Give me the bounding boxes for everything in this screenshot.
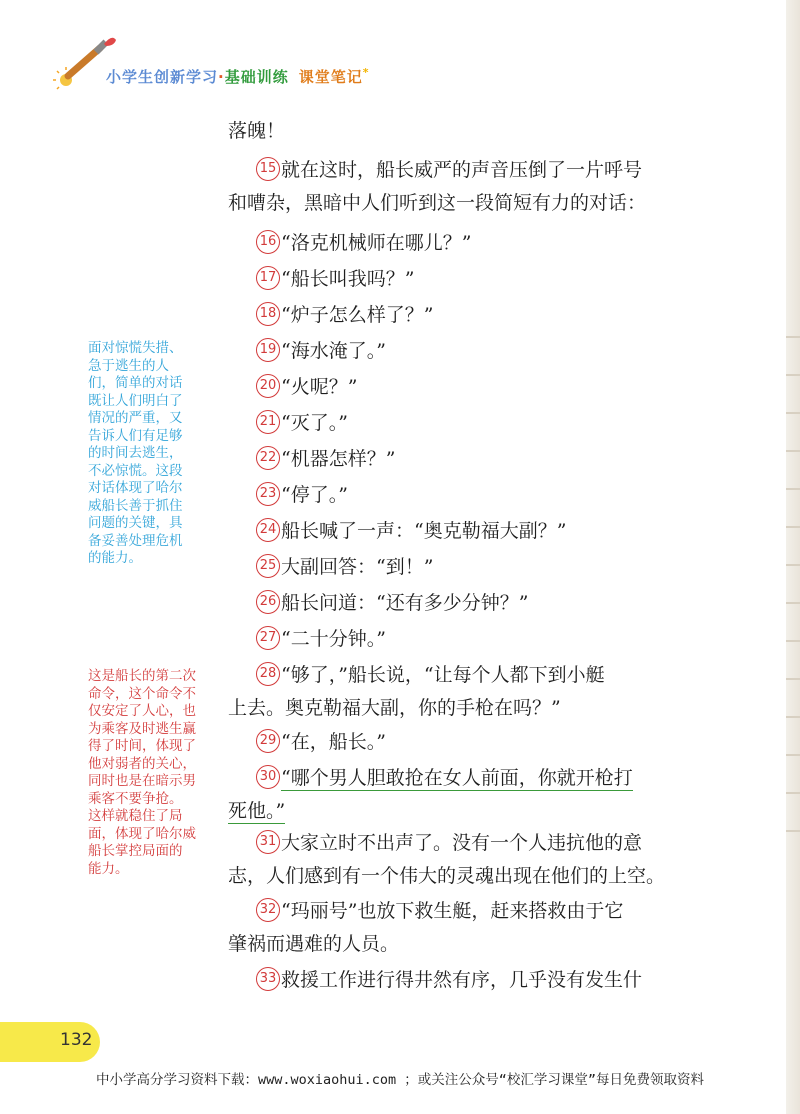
text-line bbox=[256, 338, 386, 364]
margin-note-line: 们，简单的对话 bbox=[88, 375, 183, 391]
paragraph-number-icon: 18 bbox=[256, 302, 280, 326]
paragraph-number-icon: 17 bbox=[256, 266, 280, 290]
text-line-content: 上去。奥克勒福大副，你的手枪在吗？” bbox=[228, 697, 561, 719]
text-line-content: “够了，”船长说，“让每个人都下到小艇 bbox=[281, 664, 605, 686]
margin-note-line: 告诉人们有足够 bbox=[88, 427, 183, 444]
text-line bbox=[228, 931, 399, 957]
margin-note-line: 问题的关键，具 bbox=[88, 515, 183, 531]
text-line bbox=[256, 266, 414, 292]
text-line bbox=[256, 518, 566, 544]
margin-note-line: 得了时间，体现了 bbox=[88, 738, 196, 754]
text-line-content: 死他。” bbox=[228, 800, 286, 822]
margin-note-line: 乘客不要争抢。 bbox=[88, 790, 183, 807]
margin-note-line: 这是船长的第二次 bbox=[88, 668, 196, 684]
text-line-content: “船长叫我吗？” bbox=[281, 268, 415, 290]
header-separator: · bbox=[218, 68, 225, 86]
text-line-content: “火呢？” bbox=[281, 376, 358, 398]
footer-promo-text: 中小学高分学习资料下载：www.woxiaohui.com ；或关注公众号“校汇学习课堂”每日免费领取资料 bbox=[95, 1072, 705, 1088]
text-line bbox=[256, 590, 528, 616]
paragraph-number-icon: 20 bbox=[256, 374, 280, 398]
text-line bbox=[256, 482, 348, 508]
text-line-content: “停了。” bbox=[281, 484, 348, 506]
text-line bbox=[256, 967, 642, 993]
paragraph-number-icon: 23 bbox=[256, 482, 280, 506]
text-line bbox=[256, 302, 433, 328]
paragraph-number-icon: 21 bbox=[256, 410, 280, 434]
text-line-content: “在，船长。” bbox=[281, 731, 386, 753]
text-line-content: 肇祸而遇难的人员。 bbox=[228, 933, 400, 955]
text-line bbox=[228, 863, 665, 889]
paragraph-number-icon: 16 bbox=[256, 230, 280, 254]
margin-note-line: 命令，这个命令不 bbox=[88, 685, 196, 702]
paragraph-number-icon: 28 bbox=[256, 662, 280, 686]
page-number: 132 bbox=[60, 1030, 93, 1050]
text-line-content: “玛丽号”也放下救生艇，赶来搭救由于它 bbox=[281, 900, 624, 922]
margin-note-line: 备妥善处理危机 bbox=[88, 532, 183, 549]
margin-note-line: 面对惊慌失措、 bbox=[88, 340, 183, 356]
text-line-content: “二十分钟。” bbox=[281, 628, 386, 650]
text-line-content: 大副回答：“到！” bbox=[281, 556, 434, 578]
margin-note-line: 仅安定了人心，也 bbox=[88, 703, 196, 719]
text-line bbox=[228, 190, 646, 216]
text-line-content: 就在这时，船长威严的声音压倒了一片呼号 bbox=[281, 159, 643, 181]
text-line bbox=[256, 729, 386, 755]
margin-note-line: 的能力。 bbox=[88, 550, 142, 566]
text-line-content: “哪个男人胆敢抢在女人前面，你就开枪打 bbox=[281, 767, 633, 789]
header-section-title: 基础训练 bbox=[224, 68, 289, 86]
margin-note-line: 的时间去逃生， bbox=[88, 445, 183, 461]
text-line bbox=[256, 446, 395, 472]
text-line-content: 大家立时不出声了。没有一个人违抗他的意 bbox=[281, 832, 643, 854]
text-line bbox=[256, 554, 433, 580]
header-subsection-title: 课堂笔记 bbox=[298, 68, 363, 86]
text-line bbox=[256, 898, 623, 924]
paragraph-number-icon: 27 bbox=[256, 626, 280, 650]
paragraph-number-icon: 30 bbox=[256, 765, 280, 789]
text-line bbox=[228, 695, 561, 721]
text-line bbox=[256, 662, 605, 688]
text-line-content: 船长喊了一声：“奥克勒福大副？” bbox=[281, 520, 567, 542]
paragraph-number-icon: 26 bbox=[256, 590, 280, 614]
header-title bbox=[106, 66, 370, 87]
margin-note-line: 威船长善于抓住 bbox=[88, 497, 183, 514]
margin-note-line: 为乘客及时逃生赢 bbox=[88, 720, 196, 737]
text-line-content: 救援工作进行得井然有序，几乎没有发生什 bbox=[281, 969, 643, 991]
margin-note-line: 这样就稳住了局 bbox=[88, 808, 183, 824]
text-line bbox=[256, 374, 357, 400]
text-line-content: “机器怎样？” bbox=[281, 448, 396, 470]
margin-note-line: 不必惊慌。这段 bbox=[88, 462, 183, 479]
paragraph-number-icon: 29 bbox=[256, 729, 280, 753]
margin-note-line: 急于逃生的人 bbox=[88, 357, 169, 374]
margin-note-line: 船长掌控局面的 bbox=[88, 843, 183, 859]
text-line bbox=[256, 765, 633, 791]
margin-note-line: 对话体现了哈尔 bbox=[88, 480, 183, 496]
paragraph-number-icon: 33 bbox=[256, 967, 280, 991]
paragraph-number-icon: 25 bbox=[256, 554, 280, 578]
paragraph-number-icon: 24 bbox=[256, 518, 280, 542]
margin-note-line: 既让人们明白了 bbox=[88, 392, 183, 409]
text-line-content: 志，人们感到有一个伟大的灵魂出现在他们的上空。 bbox=[228, 865, 666, 887]
paragraph-number-icon: 15 bbox=[256, 157, 280, 181]
paragraph-number-icon: 19 bbox=[256, 338, 280, 362]
page-edge-texture bbox=[786, 300, 800, 840]
margin-note-line: 能力。 bbox=[88, 860, 129, 877]
text-line bbox=[256, 410, 348, 436]
header-star-icon: * bbox=[362, 66, 370, 79]
header-series-title: 小学生创新学习 bbox=[106, 68, 219, 86]
text-line-content: “灭了。” bbox=[281, 412, 348, 434]
margin-note-line: 同时也是在暗示男 bbox=[88, 773, 196, 789]
text-line-content: “洛克机械师在哪儿？” bbox=[281, 232, 472, 254]
text-line bbox=[228, 798, 285, 824]
book-header bbox=[52, 36, 472, 96]
text-line-content: “海水淹了。” bbox=[281, 340, 386, 362]
text-line-content: “炉子怎么样了？” bbox=[281, 304, 434, 326]
margin-note-line: 他对弱者的关心， bbox=[88, 755, 196, 772]
text-line bbox=[256, 830, 642, 856]
text-line-content: 落魄！ bbox=[228, 120, 286, 142]
paragraph-number-icon: 32 bbox=[256, 898, 280, 922]
text-line-content: 和嘈杂，黑暗中人们听到这一段简短有力的对话： bbox=[228, 192, 647, 214]
paragraph-number-icon: 22 bbox=[256, 446, 280, 470]
margin-note-line: 情况的严重，又 bbox=[88, 410, 183, 426]
text-line-content: 船长问道：“还有多少分钟？” bbox=[281, 592, 529, 614]
text-line bbox=[256, 230, 471, 256]
margin-note-line: 面，体现了哈尔威 bbox=[88, 825, 196, 842]
text-line bbox=[256, 157, 642, 183]
text-line bbox=[228, 118, 285, 144]
paragraph-number-icon: 31 bbox=[256, 830, 280, 854]
text-line bbox=[256, 626, 386, 652]
